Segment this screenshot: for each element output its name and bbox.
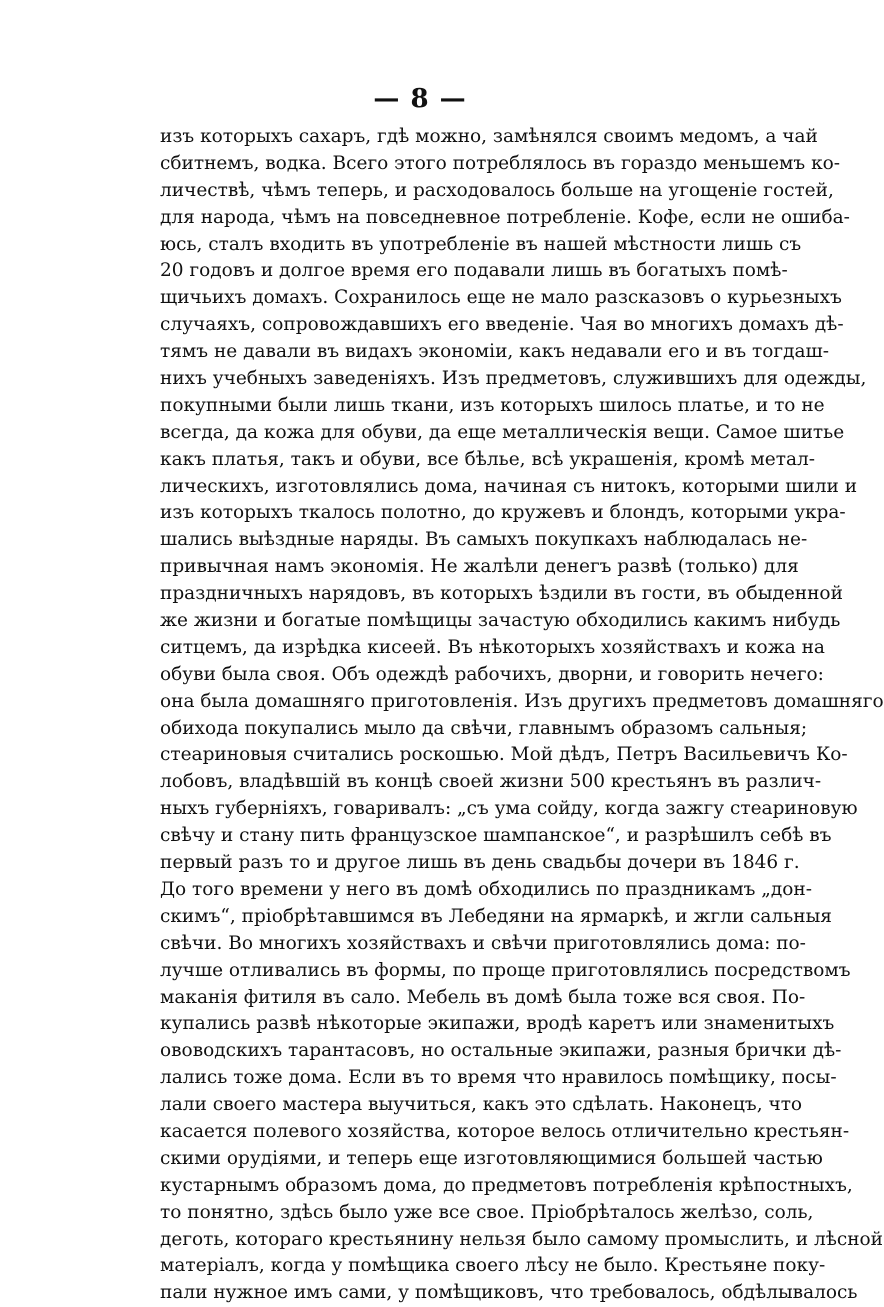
text-line: для народа, чѣмъ на повседневное потребленіе. Кофе, если не ошиба-: [160, 206, 850, 228]
text-line: то понятно, здѣсь было уже все свое. Пріобрѣталось желѣзо, соль,: [160, 1201, 814, 1223]
text-line: всегда, да кожа для обуви, да еще металлическія вещи. Самое шитье: [160, 421, 845, 443]
text-line: лались тоже дома. Если въ то время что нравилось помѣщику, посы-: [160, 1067, 837, 1089]
body-text: [160, 124, 884, 1307]
text-line: лали своего мастера выучиться, какъ это сдѣлать. Наконецъ, что: [160, 1094, 803, 1116]
text-line: тямъ не давали въ видахъ экономіи, какъ недавали его и въ тогдаш-: [160, 341, 829, 363]
text-line: скими орудіями, и теперь еще изготовляющимися большей частью: [160, 1147, 823, 1169]
text-line: изъ которыхъ сахаръ, гдѣ можно, замѣнялся своимъ медомъ, а чай: [160, 126, 818, 147]
text-line: пали нужное имъ сами, у помѣщиковъ, что требовалось, обдѣлывалось: [160, 1282, 858, 1304]
text-line: обихода покупались мыло да свѣчи, главнымъ образомъ сальныя;: [160, 717, 808, 739]
text-line: матеріалъ, когда у помѣщика своего лѣсу не было. Крестьяне поку-: [160, 1255, 826, 1277]
text-line: свѣчу и стану пить французское шампанское“, и разрѣшилъ себѣ въ: [160, 825, 832, 847]
text-line: привычная намъ экономія. Не жалѣли денегъ развѣ (только) для: [160, 556, 799, 578]
text-line: нихъ учебныхъ заведеніяхъ. Изъ предметовъ, служившихъ для одежды,: [160, 368, 867, 390]
text-line: скимъ“, пріобрѣтавшимся въ Лебедяни на ярмаркѣ, и жгли сальныя: [160, 905, 832, 927]
text-line: маканія фитиля въ сало. Мебель въ домѣ была тоже вся своя. По-: [160, 986, 806, 1008]
text-line: кустарнымъ образомъ дома, до предметовъ потребленія крѣпостныхъ,: [160, 1174, 853, 1196]
text-line: первый разъ то и другое лишь въ день свадьбы дочери въ 1846 г.: [160, 852, 800, 874]
text-line: ситцемъ, да изрѣдка кисеей. Въ нѣкоторыхъ хозяйствахъ и кожа на: [160, 636, 825, 658]
text-line: купались развѣ нѣкоторые экипажи, вродѣ каретъ или знаменитыхъ: [160, 1013, 835, 1035]
text-line: щичьихъ домахъ. Сохранилось еще не мало разсказовъ о курьезныхъ: [160, 287, 842, 309]
text-line: ововодскихъ тарантасовъ, но остальные экипажи, разныя брички дѣ-: [160, 1040, 842, 1062]
text-line: лучше отливались въ формы, по проще приготовлялись посредствомъ: [160, 959, 851, 981]
text-line: личествѣ, чѣмъ теперь, и расходовалось больше на угощеніе гостей,: [160, 179, 834, 201]
text-line: юсь, сталъ входить въ употребленіе въ нашей мѣстности лишь съ: [160, 233, 802, 255]
text-line: стеариновыя считались роскошью. Мой дѣдъ, Петръ Васильевичъ Ко-: [160, 744, 848, 766]
text-line: свѣчи. Во многихъ хозяйствахъ и свѣчи приготовлялись дома: по-: [160, 932, 806, 954]
text-line: праздничныхъ нарядовъ, въ которыхъ ѣздили въ гости, въ обыденной: [160, 583, 843, 605]
text-line: обуви была своя. Объ одеждѣ рабочихъ, дворни, и говорить нечего:: [160, 663, 824, 685]
text-line: же жизни и богатые помѣщицы зачастую обходились какимъ нибудь: [160, 610, 841, 632]
text-line: лобовъ, владѣвшій въ концѣ своей жизни 500 крестьянъ въ различ-: [160, 771, 822, 793]
text-line: шались выѣздные наряды. Въ самыхъ покупкахъ наблюдалась не-: [160, 529, 808, 551]
text-line: деготь, котораго крестьянину нельзя было самому промыслить, и лѣсной: [160, 1228, 884, 1250]
text-line: покупными были лишь ткани, изъ которыхъ шилось платье, и то не: [160, 394, 825, 416]
text-line: 20 годовъ и долгое время его подавали лишь въ богатыхъ помѣ-: [160, 260, 788, 282]
text-line: случаяхъ, сопровождавшихъ его введеніе. Чая во многихъ домахъ дѣ-: [160, 314, 844, 336]
text-line: изъ которыхъ ткалось полотно, до кружевъ и блондъ, которыми укра-: [160, 502, 846, 524]
text-line: какъ платья, такъ и обуви, все бѣлье, всѣ украшенія, кромѣ метал-: [160, 448, 815, 470]
text-line: сбитнемъ, водка. Всего этого потреблялось въ гораздо меньшемъ ко-: [160, 152, 841, 174]
text-line: лическихъ, изготовлялись дома, начиная съ нитокъ, которыми шили и: [160, 475, 858, 497]
page-number: — 8 —: [373, 84, 467, 114]
text-line: она была домашняго приготовленія. Изъ другихъ предметовъ домашняго: [160, 690, 884, 712]
text-line: До того времени у него въ домѣ обходились по праздникамъ „дон-: [160, 878, 812, 900]
text-line: касается полевого хозяйства, которое велось отличительно крестьян-: [160, 1120, 850, 1142]
text-line: ныхъ губерніяхъ, говаривалъ: „съ ума сойду, когда зажгу стеариновую: [160, 798, 858, 820]
